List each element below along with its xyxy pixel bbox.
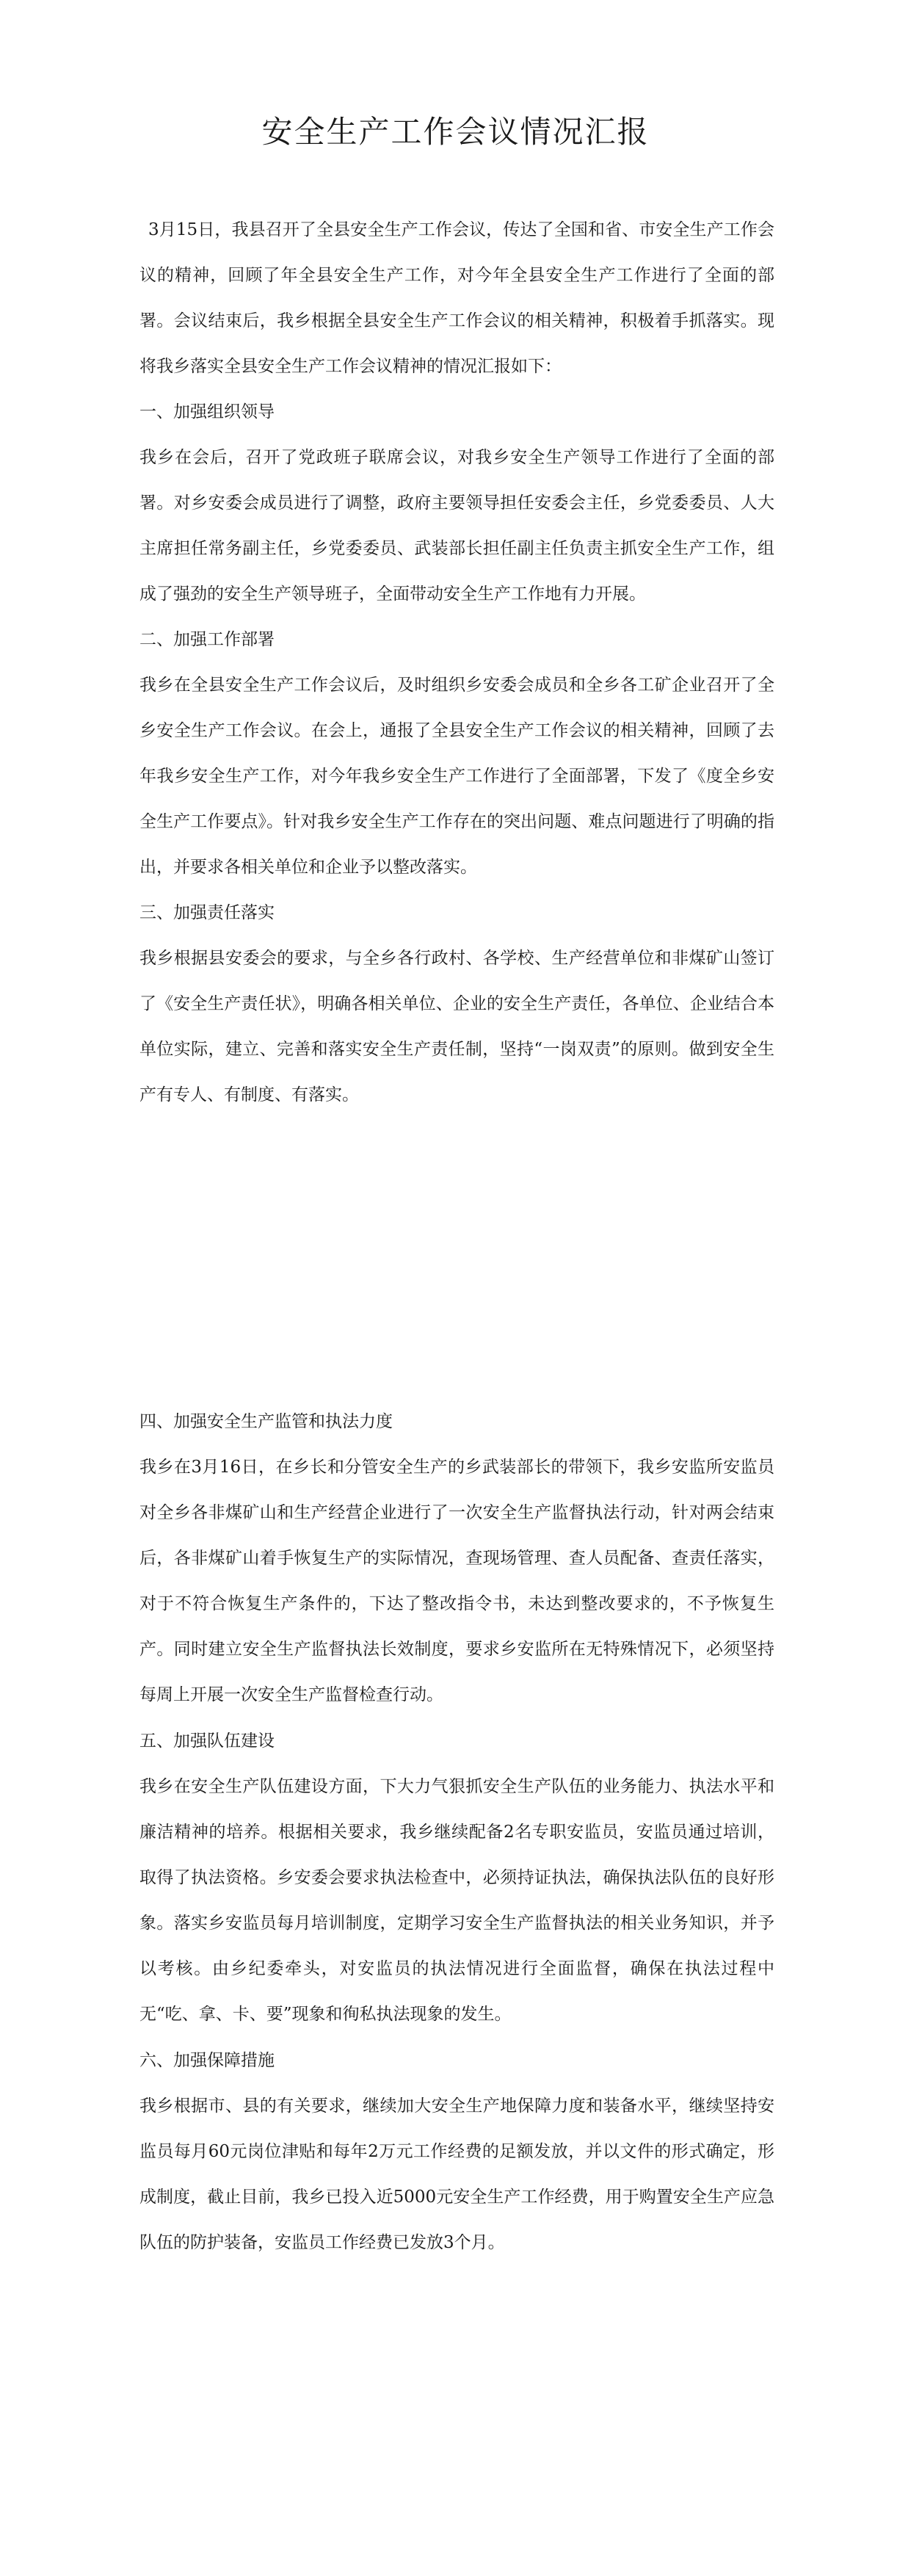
section-body-2: 我乡在全县安全生产工作会议后，及时组织乡安委会成员和全乡各工矿企业召开了全乡安全生产工作会议。在会上，通报了全县安全生产工作会议的相关精神，回顾了去年我乡安全生产工作，对今年我乡安全生产工作进行了全面部署，下发了《度全乡安全生产工作要点》。针对我乡安全生产工作存在的突出问题、难点问题进行了明确的指出，并要求各相关单位和企业予以整改落实。 — [139, 676, 774, 877]
section-heading-4: 四、加强安全生产监管和执法力度 — [139, 1412, 393, 1431]
section-heading-6: 六、加强保障措施 — [139, 2051, 275, 2070]
section-heading-2: 二、加强工作部署 — [139, 630, 275, 649]
section-heading-5: 五、加强队伍建设 — [139, 1732, 275, 1751]
section-heading-1: 一、加强组织领导 — [139, 402, 275, 422]
section-body-3: 我乡根据县安委会的要求，与全乡各行政村、各学校、生产经营单位和非煤矿山签订了《安全生产责任状》，明确各相关单位、企业的安全生产责任，各单位、企业结合本单位实际，建立、完善和落实安全生产责任制，坚持“一岗双责”的原则。做到安全生产有专人、有制度、有落实。 — [139, 949, 774, 1104]
section-body-6: 我乡根据市、县的有关要求，继续加大安全生产地保障力度和装备水平，继续坚持安监员每月60元岗位津贴和每年2万元工作经费的足额发放，并以文件的形式确定，形成制度，截止目前，我乡已投入近5000元安全生产工作经费，用于购置安全生产应急队伍的防护装备，安监员工作经费已发放3个月。 — [139, 2096, 774, 2252]
intro-paragraph: 3月15日，我县召开了全县安全生产工作会议，传达了全国和省、市安全生产工作会议的精神，回顾了年全县安全生产工作，对今年全县安全生产工作进行了全面的部署。会议结束后，我乡根据全县安全生产工作会议的相关精神，积极着手抓落实。现将我乡落实全县安全生产工作会议精神的情况汇报如下： — [139, 220, 774, 376]
section-body-4: 我乡在3月16日，在乡长和分管安全生产的乡武装部长的带领下，我乡安监所安监员对全乡各非煤矿山和生产经营企业进行了一次安全生产监督执法行动，针对两会结束后，各非煤矿山着手恢复生产的实际情况，查现场管理、查人员配备、查责任落实，对于不符合恢复生产条件的，下达了整改指令书，未达到整改要求的，不予恢复生产。同时建立安全生产监督执法长效制度，要求乡安监所在无特殊情况下，必须坚持每周上开展一次安全生产监督检查行动。 — [139, 1458, 774, 1704]
section-heading-3: 三、加强责任落实 — [139, 903, 275, 922]
section-body-1: 我乡在会后，召开了党政班子联席会议，对我乡安全生产领导工作进行了全面的部署。对乡安委会成员进行了调整，政府主要领导担任安委会主任，乡党委委员、人大主席担任常务副主任，乡党委委员、武装部长担任副主任负责主抓安全生产工作，组成了强劲的安全生产领导班子，全面带动安全生产工作地有力开展。 — [139, 448, 774, 604]
section-body-5: 我乡在安全生产队伍建设方面，下大力气狠抓安全生产队伍的业务能力、执法水平和廉洁精神的培养。根据相关要求，我乡继续配备2名专职安监员，安监员通过培训，取得了执法资格。乡安委会要求执法检查中，必须持证执法，确保执法队伍的良好形象。落实乡安监员每月培训制度，定期学习安全生产监督执法的相关业务知识，并予以考核。由乡纪委牵头，对安监员的执法情况进行全面监督，确保在执法过程中无“吃、拿、卡、要”现象和徇私执法现象的发生。 — [139, 1777, 774, 2024]
document-title: 安全生产工作会议情况汇报 — [261, 114, 650, 150]
